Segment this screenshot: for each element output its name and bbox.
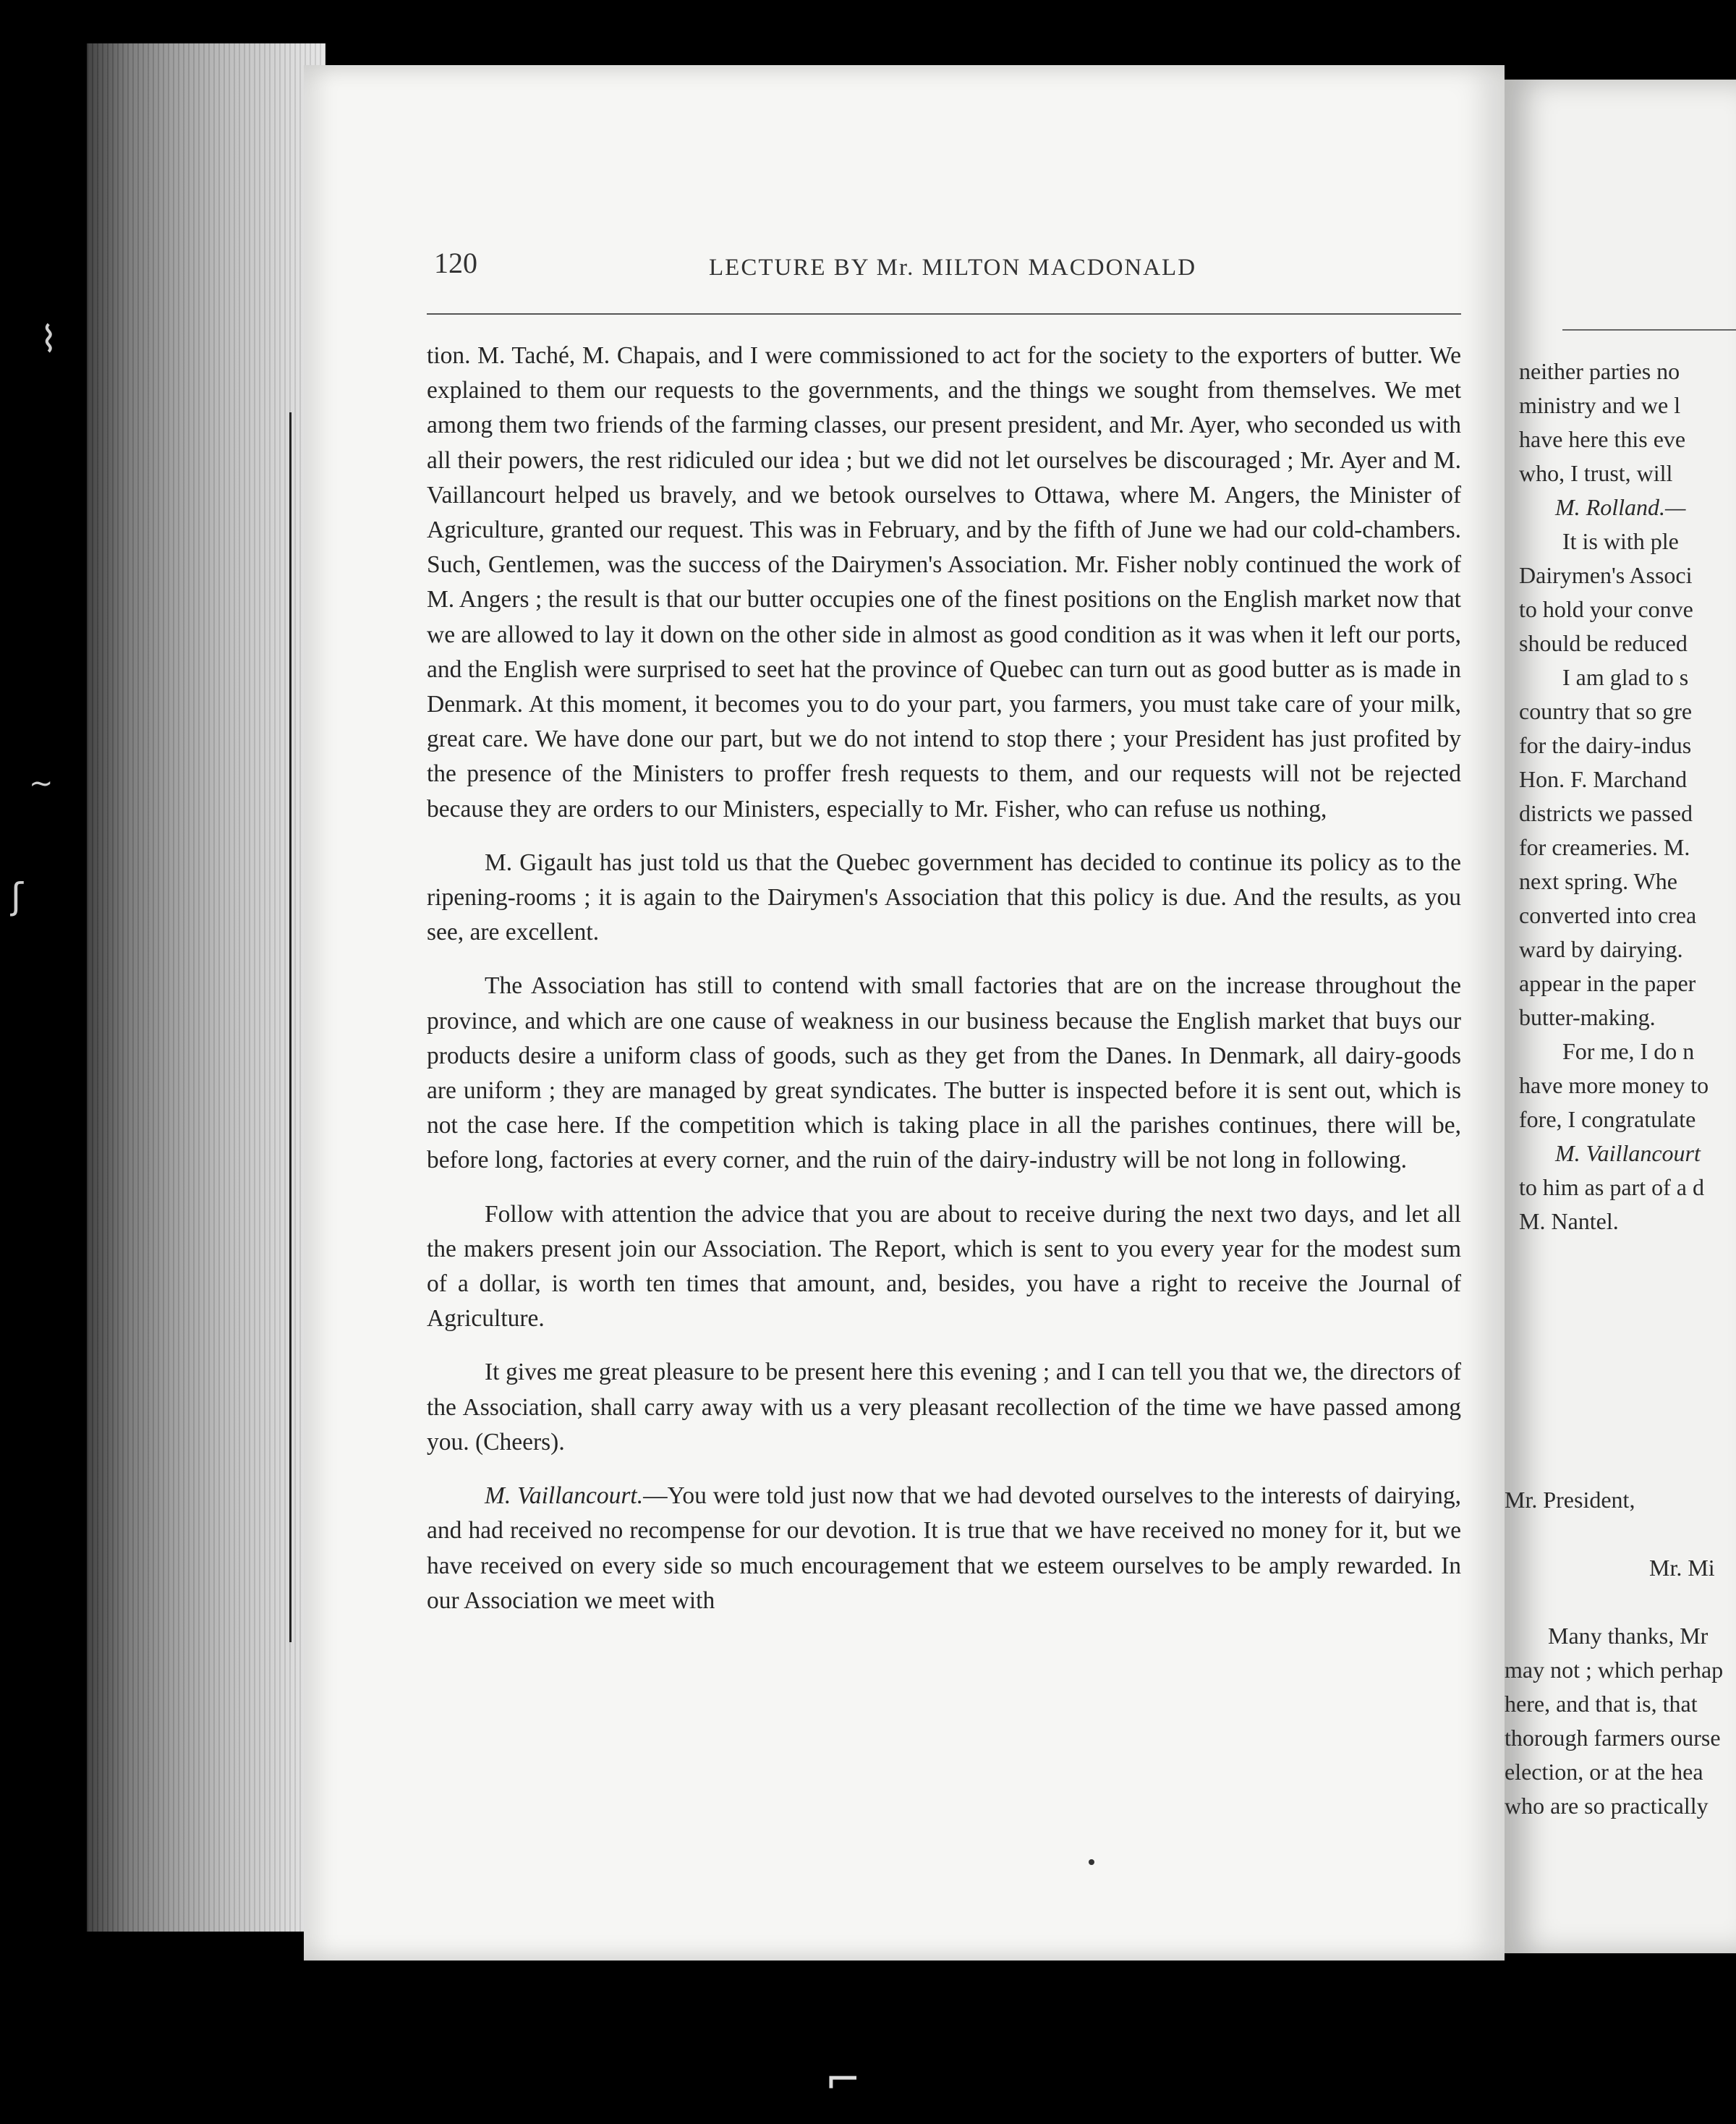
right-page-line: for creameries. M.	[1519, 834, 1690, 860]
right-page-line: fore, I congratulate	[1519, 1106, 1696, 1132]
right-page-line: election, or at the hea	[1505, 1759, 1703, 1785]
right-page-line: Mr. Mi	[1649, 1555, 1715, 1581]
right-page-line: country that so gre	[1519, 698, 1693, 724]
right-page-line: M. Vaillancourt	[1555, 1140, 1701, 1166]
paragraph: M. Vaillancourt.—You were told just now that we had devoted ourselves to the interests of dairying, and had received no recompense for our devotion. It is true that we have received no money for it, but we have received on every side so much encouragement that we esteem ourselves to be amply rewarded. In our Association we meet with	[427, 1482, 1461, 1614]
right-page-line	[1505, 1517, 1736, 1551]
paragraph: It gives me great pleasure to be present here this evening ; and I can tell you that we, the directors of the Association, shall carry away with us a very pleasant recollection of the time we have passed among you. (Cheers).	[427, 1359, 1461, 1456]
right-page-line: to him as part of a d	[1519, 1174, 1704, 1200]
right-page-line: appear in the paper	[1519, 970, 1696, 996]
right-page-text-bottom	[1505, 1483, 1736, 1823]
paragraph: tion. M. Taché, M. Chapais, and I were commissioned to act for the society to the exporters of butter. We explained to them our requests to the governments, and the things we sought from themselves. We met among them two friends of the farming classes, our present president, and Mr. Ayer, who seconded us with all their powers, the rest ridiculed our idea ; but we did not let ourselves be discouraged ; Mr. Ayer and M. Vaillancourt helped us bravely, and we betook ourselves to Ottawa, where M. Angers, the Minister of Agriculture, granted our request. This was in February, and by the fifth of June we had our cold-chambers. Such, Gentlemen, was the success of the Dairymen's Association. Mr. Fisher nobly continued the work of M. Angers ; the result is that our butter occupies one of the finest positions on the English market now that we are allowed to lay it down on the other side in almost as good condition as it was when it left our ports, and the English were surprised to seet hat the province of Quebec can turn out as good butter as is made in Denmark. At this moment, it becomes you to do your part, you farmers, you must take care of your milk, great care. We have done our part, but we do not intend to stop there ; your President has just profited by the presence of the Ministers to proffer fresh requests to them, and our requests will not be rejected because they are orders to our Ministers, especially to Mr. Fisher, who can refuse us nothing,	[427, 342, 1461, 823]
page-number: 120	[434, 247, 477, 279]
right-page-line: Dairymen's Associ	[1519, 562, 1693, 588]
right-page-line: here, and that is, that	[1505, 1691, 1698, 1717]
right-page-line: It is with ple	[1562, 528, 1679, 554]
right-page-line: should be reduced	[1519, 630, 1688, 656]
paragraph: The Association has still to contend with small factories that are on the increase throughout the province, and which are one cause of weakness in our business because the English market that buys our products desire a uniform class of goods, such as they get from the Danes. In Denmark, all dairy-goods are uniform ; they are managed by great syndicates. The butter is inspected before it is sent out, which is not the case here. If the competition which is taking place in all the parishes continues, there will be, before long, factories at every corner, and the ruin of the dairy-industry will be not long in following.	[427, 972, 1461, 1174]
right-page-line: converted into crea	[1519, 902, 1697, 928]
film-mark: ʃ	[11, 875, 23, 917]
right-page-line: next spring. Whe	[1519, 868, 1677, 894]
left-page	[304, 65, 1505, 1961]
right-page-line: who, I trust, will	[1519, 460, 1673, 486]
right-page-line: Many thanks, Mr	[1548, 1623, 1709, 1649]
right-page-line: have here this eve	[1519, 426, 1686, 452]
right-page-line: have more money to	[1519, 1072, 1709, 1098]
right-page-line: neither parties no	[1519, 358, 1680, 384]
body-text	[427, 339, 1461, 1637]
right-page-line: who are so practically	[1505, 1793, 1709, 1819]
running-head: LECTURE BY Mr. MILTON MACDONALD	[709, 255, 1197, 281]
margin-rule	[289, 412, 292, 1642]
film-mark: ⌇	[40, 318, 58, 360]
print-dot	[1089, 1859, 1094, 1865]
paragraph: M. Gigault has just told us that the Quebec government has decided to continue its policy as to the ripening-rooms ; it is again to the Dairymen's Association that this policy is due. And the results, as you see, are excellent.	[427, 849, 1461, 946]
right-page-line: ward by dairying.	[1519, 936, 1683, 962]
right-page	[1505, 80, 1736, 1953]
right-page-line: for the dairy-indus	[1519, 732, 1692, 758]
film-mark: ⌐	[825, 2055, 861, 2105]
right-page-line: M. Rolland.—	[1555, 494, 1686, 520]
right-page-line: For me, I do n	[1562, 1038, 1695, 1064]
page-header	[434, 246, 1418, 289]
paragraph: Follow with attention the advice that you are about to receive during the next two days, and let all the makers present join our Association. The Report, which is sent to you every year for the modest sum of a dollar, is worth ten times that amount, and, besides, you have a right to receive the Journal of Agriculture.	[427, 1200, 1461, 1333]
right-page-line: to hold your conve	[1519, 596, 1693, 622]
header-rule	[427, 313, 1461, 315]
speaker-name: M. Vaillancourt.	[485, 1482, 644, 1510]
right-page-text-top	[1519, 354, 1736, 1239]
right-page-line: M. Nantel.	[1519, 1208, 1619, 1234]
right-page-line	[1505, 1585, 1736, 1619]
right-header-rule	[1562, 329, 1736, 331]
right-page-line: may not ; which perhap	[1505, 1657, 1724, 1683]
film-mark: ~	[29, 767, 54, 800]
right-page-line: Hon. F. Marchand	[1519, 766, 1688, 792]
right-page-line: I am glad to s	[1562, 664, 1689, 690]
right-page-line: butter-making.	[1519, 1004, 1656, 1030]
right-page-line: thorough farmers ourse	[1505, 1725, 1721, 1751]
right-page-line: ministry and we l	[1519, 392, 1681, 418]
right-page-line: districts we passed	[1519, 800, 1693, 826]
right-page-line: Mr. President,	[1505, 1487, 1635, 1513]
